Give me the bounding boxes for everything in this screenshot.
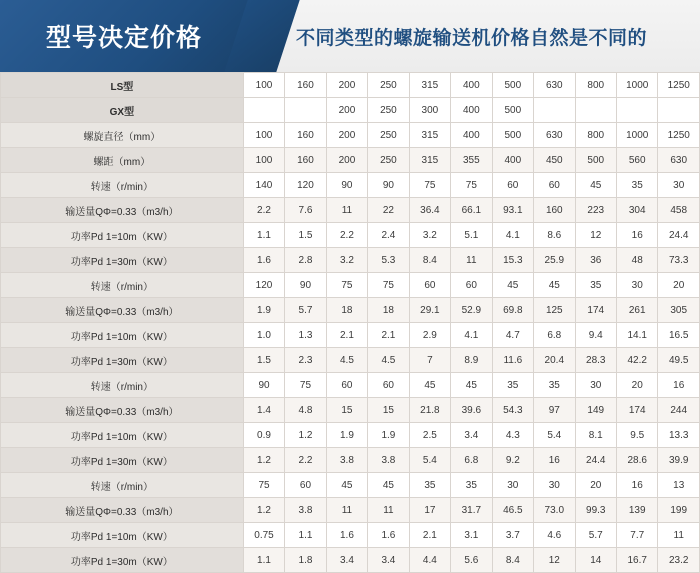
table-cell: 30 <box>534 473 575 498</box>
table-cell: 149 <box>575 398 616 423</box>
table-cell: 1.2 <box>285 423 326 448</box>
table-cell: 9.5 <box>616 423 657 448</box>
table-cell: 1.1 <box>243 223 284 248</box>
table-cell: 29.1 <box>409 298 450 323</box>
table-cell: 30 <box>616 273 657 298</box>
table-cell: 1.6 <box>243 248 284 273</box>
table-cell: 1.5 <box>285 223 326 248</box>
table-cell: 630 <box>658 148 700 173</box>
table-cell: 45 <box>575 173 616 198</box>
table-row <box>1 323 700 348</box>
table-cell: 45 <box>492 273 533 298</box>
table-cell: 5.4 <box>534 423 575 448</box>
table-cell: 15 <box>368 398 409 423</box>
table-cell: 100 <box>243 73 284 98</box>
table-cell: 1.0 <box>243 323 284 348</box>
table-cell: 60 <box>368 373 409 398</box>
table-cell: 11 <box>326 198 367 223</box>
table-row <box>1 448 700 473</box>
table-cell: 21.8 <box>409 398 450 423</box>
table-row <box>1 548 700 573</box>
table-cell: 500 <box>575 148 616 173</box>
table-cell: 75 <box>409 173 450 198</box>
table-cell: 45 <box>451 373 492 398</box>
table-cell: 1.4 <box>243 398 284 423</box>
table-cell: 250 <box>368 123 409 148</box>
table-cell: 36.4 <box>409 198 450 223</box>
table-cell: 1.1 <box>243 548 284 573</box>
table-cell: 250 <box>368 148 409 173</box>
table-cell: 75 <box>368 273 409 298</box>
table-cell: 36 <box>575 248 616 273</box>
table-cell: 140 <box>243 173 284 198</box>
table-row <box>1 173 700 198</box>
table-cell: 315 <box>409 73 450 98</box>
table-cell: 400 <box>451 73 492 98</box>
table-cell: 60 <box>326 373 367 398</box>
table-cell: 2.1 <box>368 323 409 348</box>
table-cell: 2.3 <box>285 348 326 373</box>
table-cell: 300 <box>409 98 450 123</box>
row-label: 功率Pd 1=10m（KW） <box>1 223 244 248</box>
table-cell: 250 <box>368 98 409 123</box>
table-cell: 46.5 <box>492 498 533 523</box>
table-cell: 11.6 <box>492 348 533 373</box>
page-subtitle: 不同类型的螺旋输送机价格自然是不同的 <box>296 27 648 49</box>
table-cell: 2.2 <box>285 448 326 473</box>
table-cell <box>575 98 616 123</box>
table-row <box>1 373 700 398</box>
table-cell: 1.2 <box>243 498 284 523</box>
table-cell: 3.8 <box>326 448 367 473</box>
table-cell: 31.7 <box>451 498 492 523</box>
table-cell: 1.8 <box>285 548 326 573</box>
table-cell: 9.2 <box>492 448 533 473</box>
table-cell: 5.7 <box>575 523 616 548</box>
table-row <box>1 73 700 98</box>
table-cell: 800 <box>575 73 616 98</box>
table-cell: 11 <box>368 498 409 523</box>
row-label: GX型 <box>1 98 244 123</box>
table-cell: 630 <box>534 123 575 148</box>
table-cell: 400 <box>451 98 492 123</box>
row-label: LS型 <box>1 73 244 98</box>
table-cell: 4.3 <box>492 423 533 448</box>
table-cell: 0.9 <box>243 423 284 448</box>
table-cell: 25.9 <box>534 248 575 273</box>
table-cell: 200 <box>326 123 367 148</box>
table-row <box>1 148 700 173</box>
table-cell: 15 <box>326 398 367 423</box>
table-cell: 1.1 <box>285 523 326 548</box>
table-cell: 54.3 <box>492 398 533 423</box>
table-cell: 305 <box>658 298 700 323</box>
table-cell: 3.8 <box>285 498 326 523</box>
table-cell: 16 <box>534 448 575 473</box>
table-cell: 3.1 <box>451 523 492 548</box>
table-cell: 11 <box>326 498 367 523</box>
table-cell: 7.6 <box>285 198 326 223</box>
spec-table <box>0 72 700 573</box>
table-cell: 4.1 <box>451 323 492 348</box>
table-cell: 8.9 <box>451 348 492 373</box>
table-cell: 30 <box>575 373 616 398</box>
table-cell: 45 <box>326 473 367 498</box>
table-cell: 7.7 <box>616 523 657 548</box>
table-cell: 30 <box>492 473 533 498</box>
header-subtitle-area <box>262 0 700 72</box>
table-cell: 200 <box>326 148 367 173</box>
table-cell: 2.8 <box>285 248 326 273</box>
table-cell: 139 <box>616 498 657 523</box>
table-cell: 1250 <box>658 73 700 98</box>
row-label: 功率Pd 1=30m（KW） <box>1 348 244 373</box>
table-cell: 39.9 <box>658 448 700 473</box>
table-cell: 35 <box>534 373 575 398</box>
table-cell: 13.3 <box>658 423 700 448</box>
table-cell: 1.6 <box>368 523 409 548</box>
table-cell: 400 <box>451 123 492 148</box>
row-label: 螺旋直径（mm） <box>1 123 244 148</box>
table-row <box>1 473 700 498</box>
table-cell: 48 <box>616 248 657 273</box>
page-header <box>0 0 700 72</box>
row-label: 输送量QΦ=0.33（m3/h） <box>1 198 244 223</box>
table-cell: 35 <box>409 473 450 498</box>
table-cell: 20 <box>658 273 700 298</box>
table-cell: 39.6 <box>451 398 492 423</box>
table-cell: 315 <box>409 148 450 173</box>
row-label: 转速（r/min） <box>1 473 244 498</box>
table-cell: 16 <box>616 223 657 248</box>
table-row <box>1 248 700 273</box>
table-cell: 5.3 <box>368 248 409 273</box>
table-cell: 75 <box>326 273 367 298</box>
table-cell: 1.9 <box>368 423 409 448</box>
table-row <box>1 423 700 448</box>
table-cell: 5.6 <box>451 548 492 573</box>
row-label: 功率Pd 1=30m（KW） <box>1 448 244 473</box>
table-cell: 28.3 <box>575 348 616 373</box>
table-cell: 174 <box>616 398 657 423</box>
table-cell: 75 <box>451 173 492 198</box>
table-cell: 23.2 <box>658 548 700 573</box>
table-cell: 60 <box>492 173 533 198</box>
table-cell: 5.7 <box>285 298 326 323</box>
table-cell: 75 <box>243 473 284 498</box>
table-cell: 2.2 <box>243 198 284 223</box>
table-cell: 1250 <box>658 123 700 148</box>
table-cell: 3.2 <box>409 223 450 248</box>
table-cell <box>616 98 657 123</box>
table-cell: 15.3 <box>492 248 533 273</box>
row-label: 转速（r/min） <box>1 373 244 398</box>
table-cell: 200 <box>326 98 367 123</box>
table-cell: 400 <box>492 148 533 173</box>
table-cell: 500 <box>492 73 533 98</box>
table-cell: 1.9 <box>243 298 284 323</box>
row-label: 转速（r/min） <box>1 273 244 298</box>
table-cell: 9.4 <box>575 323 616 348</box>
row-label: 输送量QΦ=0.33（m3/h） <box>1 498 244 523</box>
table-row <box>1 123 700 148</box>
table-cell: 14 <box>575 548 616 573</box>
table-row <box>1 498 700 523</box>
table-cell: 90 <box>368 173 409 198</box>
table-cell: 223 <box>575 198 616 223</box>
table-cell: 174 <box>575 298 616 323</box>
table-cell: 630 <box>534 73 575 98</box>
table-cell: 800 <box>575 123 616 148</box>
table-cell: 52.9 <box>451 298 492 323</box>
table-cell: 45 <box>534 273 575 298</box>
table-cell: 3.4 <box>451 423 492 448</box>
table-cell: 4.5 <box>326 348 367 373</box>
table-cell: 35 <box>616 173 657 198</box>
table-cell: 28.6 <box>616 448 657 473</box>
table-cell: 2.9 <box>409 323 450 348</box>
table-cell: 304 <box>616 198 657 223</box>
table-row <box>1 98 700 123</box>
table-cell: 20 <box>616 373 657 398</box>
table-cell: 12 <box>575 223 616 248</box>
table-cell: 7 <box>409 348 450 373</box>
table-cell: 4.7 <box>492 323 533 348</box>
table-row <box>1 273 700 298</box>
table-cell: 60 <box>285 473 326 498</box>
table-cell: 16.7 <box>616 548 657 573</box>
table-cell: 4.6 <box>534 523 575 548</box>
table-row <box>1 223 700 248</box>
table-cell: 160 <box>285 123 326 148</box>
table-cell: 125 <box>534 298 575 323</box>
table-cell: 0.75 <box>243 523 284 548</box>
table-cell: 3.7 <box>492 523 533 548</box>
table-cell: 315 <box>409 123 450 148</box>
table-cell: 250 <box>368 73 409 98</box>
row-label: 功率Pd 1=30m（KW） <box>1 548 244 573</box>
row-label: 功率Pd 1=10m（KW） <box>1 523 244 548</box>
table-cell: 73.0 <box>534 498 575 523</box>
table-cell: 4.4 <box>409 548 450 573</box>
table-cell: 24.4 <box>575 448 616 473</box>
table-cell: 75 <box>285 373 326 398</box>
table-cell <box>243 98 284 123</box>
table-cell: 16 <box>658 373 700 398</box>
table-row <box>1 398 700 423</box>
table-cell: 6.8 <box>451 448 492 473</box>
table-cell: 4.8 <box>285 398 326 423</box>
table-cell: 8.4 <box>409 248 450 273</box>
table-cell: 160 <box>285 73 326 98</box>
table-cell: 16 <box>616 473 657 498</box>
table-cell: 1.3 <box>285 323 326 348</box>
table-cell: 560 <box>616 148 657 173</box>
table-cell: 1000 <box>616 73 657 98</box>
table-cell: 355 <box>451 148 492 173</box>
table-cell: 60 <box>451 273 492 298</box>
table-cell: 49.5 <box>658 348 700 373</box>
table-cell: 4.5 <box>368 348 409 373</box>
table-cell: 120 <box>243 273 284 298</box>
table-cell: 2.5 <box>409 423 450 448</box>
table-cell: 100 <box>243 148 284 173</box>
table-cell: 60 <box>409 273 450 298</box>
table-cell: 35 <box>575 273 616 298</box>
table-cell: 18 <box>368 298 409 323</box>
table-cell: 4.1 <box>492 223 533 248</box>
table-cell <box>285 98 326 123</box>
table-row <box>1 298 700 323</box>
row-label: 功率Pd 1=30m（KW） <box>1 248 244 273</box>
table-cell: 24.4 <box>658 223 700 248</box>
table-cell: 3.4 <box>326 548 367 573</box>
table-cell: 60 <box>534 173 575 198</box>
table-cell: 17 <box>409 498 450 523</box>
table-cell: 261 <box>616 298 657 323</box>
table-cell: 2.1 <box>326 323 367 348</box>
table-cell: 160 <box>534 198 575 223</box>
row-label: 功率Pd 1=10m（KW） <box>1 423 244 448</box>
table-cell: 16.5 <box>658 323 700 348</box>
table-cell: 93.1 <box>492 198 533 223</box>
table-cell: 120 <box>285 173 326 198</box>
table-cell: 35 <box>451 473 492 498</box>
table-cell: 244 <box>658 398 700 423</box>
page-title: 型号决定价格 <box>45 24 202 52</box>
table-cell: 1.9 <box>326 423 367 448</box>
table-cell: 6.8 <box>534 323 575 348</box>
table-cell: 5.1 <box>451 223 492 248</box>
table-cell: 90 <box>243 373 284 398</box>
table-cell: 30 <box>658 173 700 198</box>
table-cell: 1.5 <box>243 348 284 373</box>
table-cell: 18 <box>326 298 367 323</box>
table-cell: 8.4 <box>492 548 533 573</box>
table-cell: 8.6 <box>534 223 575 248</box>
table-cell: 450 <box>534 148 575 173</box>
table-cell: 90 <box>326 173 367 198</box>
table-cell: 69.8 <box>492 298 533 323</box>
table-cell <box>658 98 700 123</box>
row-label: 螺距（mm） <box>1 148 244 173</box>
table-cell: 12 <box>534 548 575 573</box>
row-label: 输送量QΦ=0.33（m3/h） <box>1 398 244 423</box>
table-cell: 2.2 <box>326 223 367 248</box>
table-cell: 11 <box>451 248 492 273</box>
table-cell: 3.4 <box>368 548 409 573</box>
table-cell: 22 <box>368 198 409 223</box>
table-cell: 3.8 <box>368 448 409 473</box>
table-cell: 160 <box>285 148 326 173</box>
table-row <box>1 198 700 223</box>
table-cell: 1.6 <box>326 523 367 548</box>
table-cell: 200 <box>326 73 367 98</box>
table-cell: 2.1 <box>409 523 450 548</box>
table-cell: 11 <box>658 523 700 548</box>
table-cell: 3.2 <box>326 248 367 273</box>
table-cell: 5.4 <box>409 448 450 473</box>
row-label: 输送量QΦ=0.33（m3/h） <box>1 298 244 323</box>
table-cell: 20 <box>575 473 616 498</box>
table-cell: 458 <box>658 198 700 223</box>
spec-table-container <box>0 72 700 568</box>
table-cell <box>534 98 575 123</box>
table-cell: 42.2 <box>616 348 657 373</box>
table-cell: 100 <box>243 123 284 148</box>
table-cell: 500 <box>492 123 533 148</box>
table-cell: 66.1 <box>451 198 492 223</box>
table-cell: 500 <box>492 98 533 123</box>
table-cell: 99.3 <box>575 498 616 523</box>
table-cell: 2.4 <box>368 223 409 248</box>
table-cell: 13 <box>658 473 700 498</box>
table-cell: 97 <box>534 398 575 423</box>
table-cell: 20.4 <box>534 348 575 373</box>
spec-table-body <box>1 73 700 573</box>
table-row <box>1 523 700 548</box>
header-title-banner <box>0 0 262 72</box>
table-cell: 14.1 <box>616 323 657 348</box>
table-cell: 35 <box>492 373 533 398</box>
table-row <box>1 348 700 373</box>
table-cell: 1000 <box>616 123 657 148</box>
row-label: 功率Pd 1=10m（KW） <box>1 323 244 348</box>
table-cell: 45 <box>368 473 409 498</box>
table-cell: 1.2 <box>243 448 284 473</box>
table-cell: 90 <box>285 273 326 298</box>
table-cell: 8.1 <box>575 423 616 448</box>
table-cell: 45 <box>409 373 450 398</box>
table-cell: 199 <box>658 498 700 523</box>
row-label: 转速（r/min） <box>1 173 244 198</box>
table-cell: 73.3 <box>658 248 700 273</box>
